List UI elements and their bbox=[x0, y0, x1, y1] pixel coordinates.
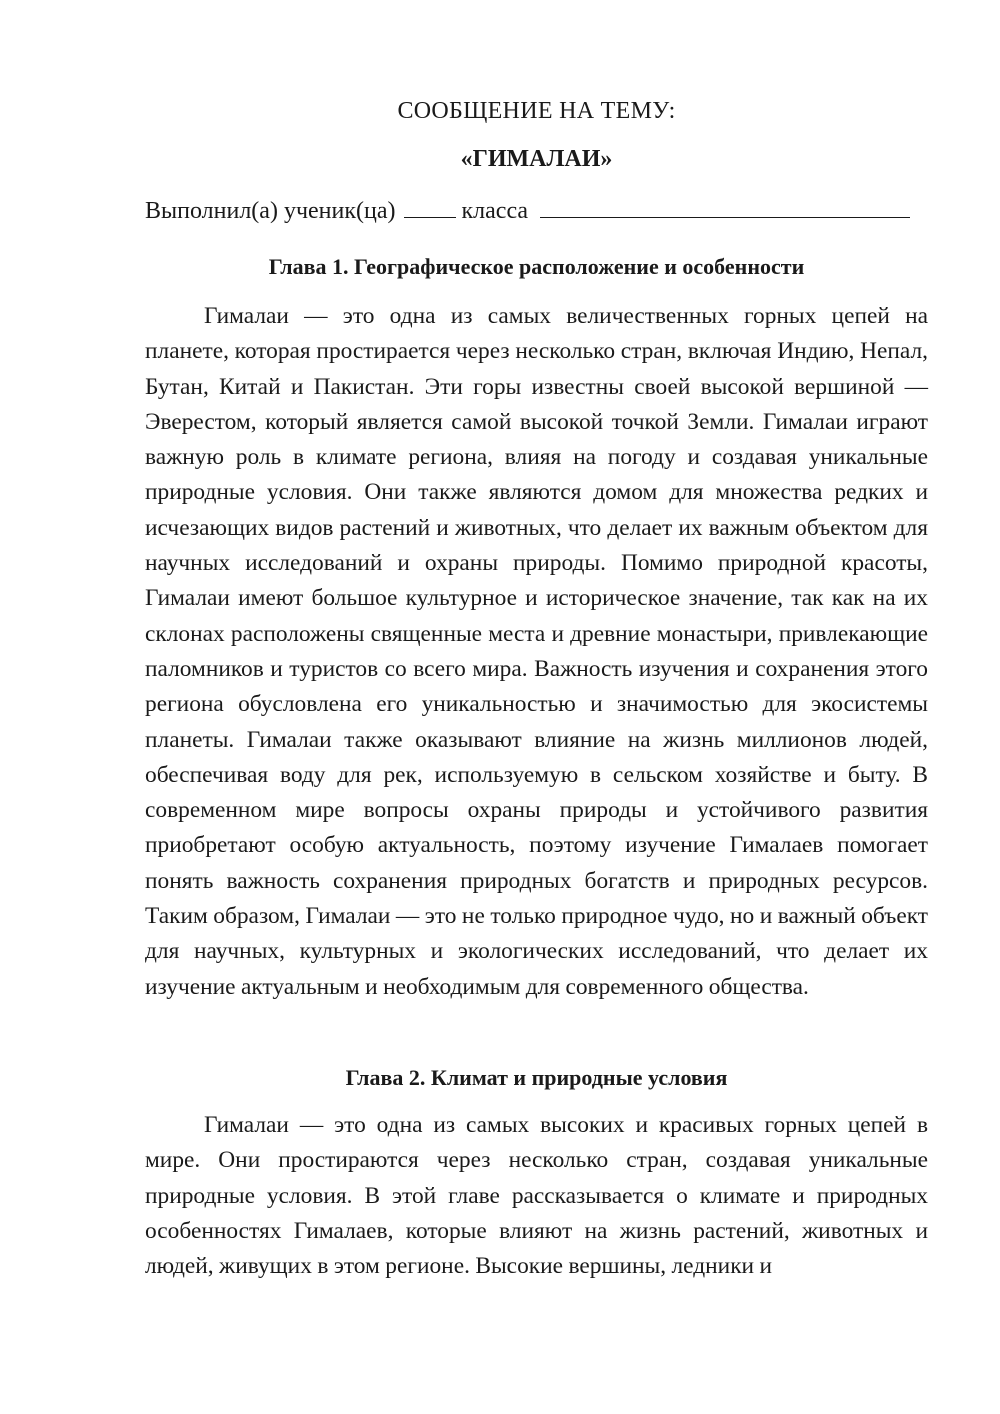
class-blank-line bbox=[540, 196, 910, 218]
chapter-2-heading: Глава 2. Климат и природные условия bbox=[345, 1065, 728, 1090]
class-label: класса bbox=[461, 198, 529, 224]
chapter-1-paragraph: Гималаи — это одна из самых величественных горных цепей на планете, которая простирается через несколько стран, включая Индию, Непал, Бутан, Китай и Пакистан. Эти горы известны своей высокой вершиной — Эверестом, который является самой высокой точкой Земли. Гималаи играют важную роль в климате региона, влияя на погоду и создавая уникальные природные условия. Они также являются домом для множества редких и исчезающих видов растений и животных, что делает их важным объектом для научных исследований и охраны природы. Помимо природной красоты, Гималаи имеют большое культурное и историческое значение, так как на их склонах расположены священные места и древние монастыри, привлекающие паломников и туристов со всего мира. Важность изучения и сохранения этого региона обусловлена его уникальностью и значимостью для экосистемы планеты. Гималаи также оказывают влияние на жизнь миллионов людей, обеспечивая воду для рек, используемую в сельском хозяйстве и быту. В современном мире вопросы охраны природы и устойчивого развития приобретают особую актуальность, поэтому изучение Гималаев помогает понять важность сохранения природных богатств и природных ресурсов. Таким образом, Гималаи — это не только природное чудо, но и важный объект для научных, культурных и экологических исследований, что делает их изучение актуальным и необходимым для современного общества. bbox=[145, 303, 928, 1000]
document-title: СООБЩЕНИЕ НА ТЕМУ: bbox=[397, 98, 676, 124]
student-label: Выполнил(а) ученик(ца) bbox=[145, 198, 396, 224]
document-subtitle: «ГИМАЛАИ» bbox=[460, 146, 613, 172]
author-line bbox=[145, 196, 928, 226]
chapter-1-heading: Глава 1. Географическое расположение и особенности bbox=[268, 254, 805, 279]
chapter-2-paragraph: Гималаи — это одна из самых высоких и красивых горных цепей в мире. Они простираются через несколько стран, создавая уникальные природные условия. В этой главе рассказывается о климате и природных особенностях Гималаев, которые влияют на жизнь растений, животных и людей, живущих в этом регионе. Высокие вершины, ледники и bbox=[145, 1112, 928, 1280]
grade-blank-line bbox=[404, 196, 456, 218]
